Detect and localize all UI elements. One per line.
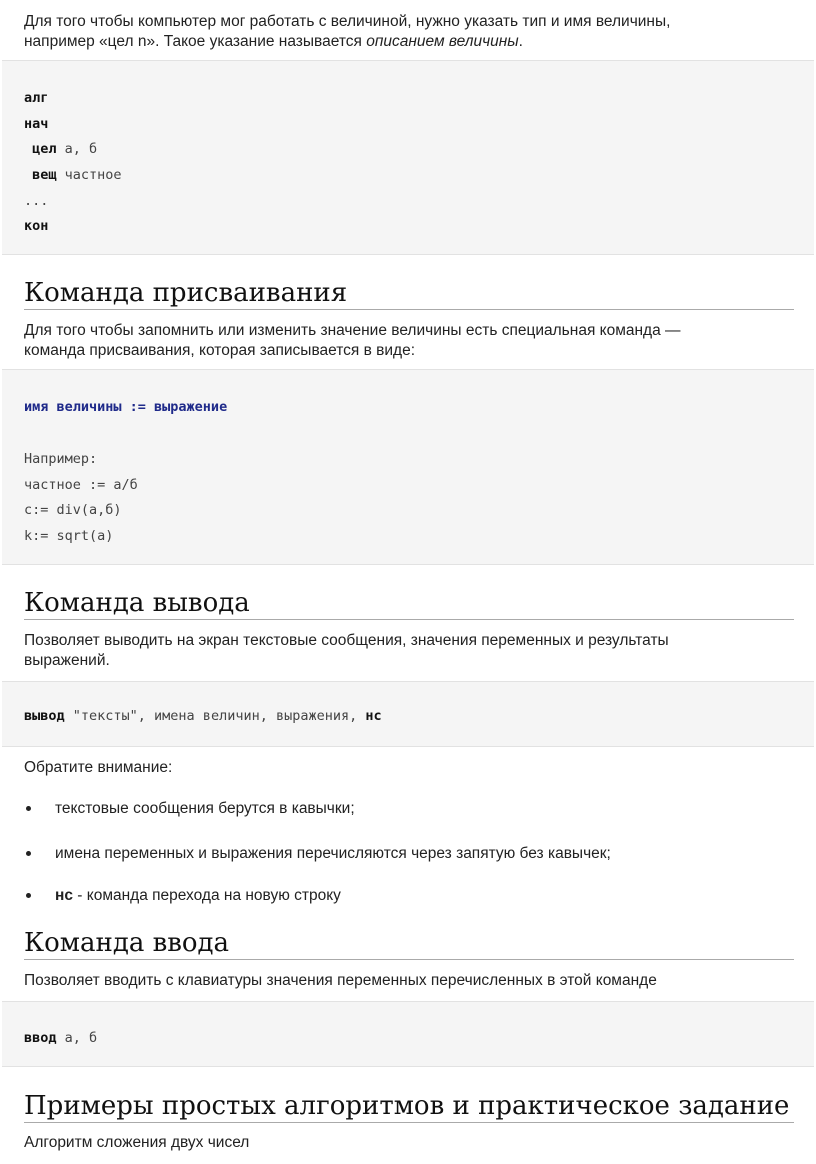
example-line-2: с:= div(а,б) <box>24 502 122 518</box>
keyword-ns: нс <box>365 708 382 724</box>
list-item: имена переменных и выражения перечисляются через запятую без кавычек; <box>55 845 611 862</box>
assignment-paragraph <box>24 321 794 361</box>
list-item: текстовые сообщения берутся в кавычки; <box>55 800 355 817</box>
input-paragraph: Позволяет вводить с клавиатуры значения переменных перечисленных в этой команде <box>24 972 657 989</box>
ns-description: - команда перехода на новую строку <box>72 887 341 904</box>
intro-emphasis: описанием величины <box>366 33 519 50</box>
keyword-nach: нач <box>24 116 49 132</box>
keyword-vyvod: вывод <box>24 708 65 724</box>
intro-line-2-end: . <box>518 33 523 50</box>
code-ellipsis: ... <box>24 193 49 209</box>
heading-examples: Примеры простых алгоритмов и практическое задание <box>24 1091 794 1123</box>
assignment-syntax: имя величины := выражение <box>24 399 228 415</box>
cel-vars: а, б <box>56 141 98 157</box>
output-line-1: Позволяет выводить на экран текстовые сообщения, значения переменных и результаты <box>24 632 669 649</box>
ns-bold: нс <box>55 887 73 904</box>
example-line-1: частное := а/б <box>24 477 138 493</box>
output-line-2: выражений. <box>24 652 110 669</box>
list-item <box>55 886 341 906</box>
code-block-input <box>2 1001 814 1067</box>
bullet-icon <box>26 851 34 859</box>
code-block-assignment <box>2 369 814 565</box>
keyword-vvod: ввод <box>24 1030 57 1046</box>
output-note: Обратите внимание: <box>24 759 173 776</box>
keyword-alg: алг <box>24 90 49 106</box>
keyword-vesh: вещ <box>32 167 57 183</box>
intro-line-1: Для того чтобы компьютер мог работать с величиной, нужно указать тип и имя величины, <box>24 13 671 30</box>
keyword-cel: цел <box>32 141 57 157</box>
heading-assignment: Команда присваивания <box>24 278 794 310</box>
intro-line-2: например «цел n». Такое указание называется <box>24 33 367 50</box>
examples-paragraph: Алгоритм сложения двух чисел <box>24 1134 250 1151</box>
heading-input: Команда ввода <box>24 928 794 960</box>
vesh-vars: частное <box>56 167 122 183</box>
example-line-3: k:= sqrt(a) <box>24 528 114 544</box>
heading-output: Команда вывода <box>24 588 794 620</box>
bullet-icon <box>26 893 34 901</box>
output-paragraph <box>24 631 794 671</box>
keyword-kon: кон <box>24 218 49 234</box>
output-args: "тексты", имена величин, выражения, <box>64 708 366 724</box>
assignment-line-2: команда присваивания, которая записывается в виде: <box>24 342 416 359</box>
assignment-line-1: Для того чтобы запомнить или изменить значение величины есть специальная команда — <box>24 322 681 339</box>
example-label: Например: <box>24 451 98 467</box>
input-args: а, б <box>56 1030 98 1046</box>
intro-paragraph <box>24 12 794 52</box>
code-block-output <box>2 681 814 747</box>
code-block-declarations <box>2 60 814 255</box>
bullet-icon <box>26 806 34 814</box>
